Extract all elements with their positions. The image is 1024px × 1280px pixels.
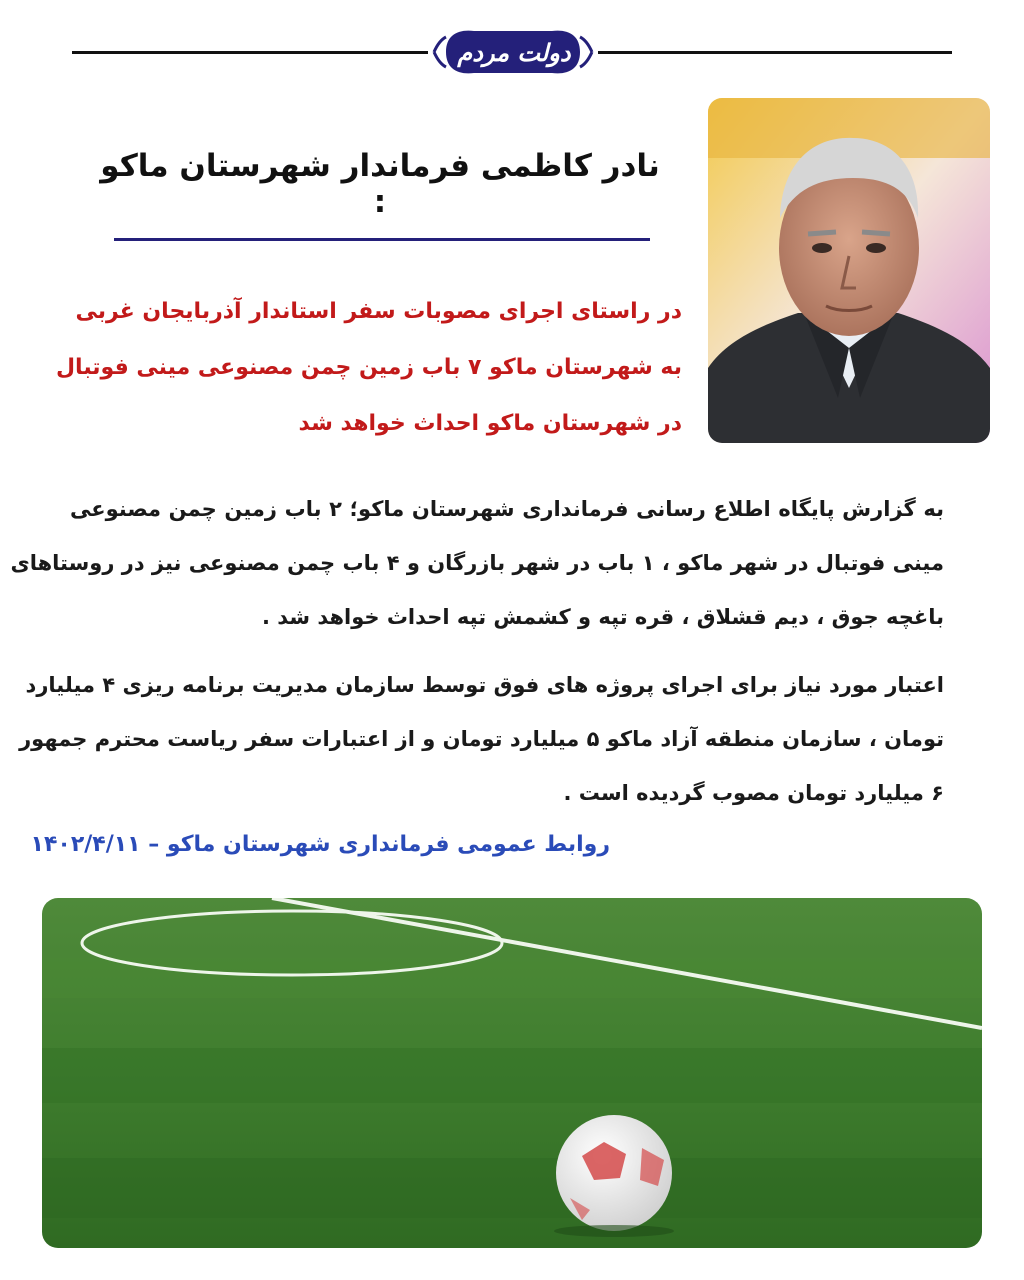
governor-portrait bbox=[708, 98, 990, 443]
body-line: به گزارش پایگاه اطلاع رسانی فرمانداری شهرستان ماکو؛ ۲ باب زمین چمن مصنوعی bbox=[70, 497, 944, 521]
lead-paragraph bbox=[55, 284, 682, 452]
headline-divider bbox=[114, 238, 650, 241]
lead-line: در راستای اجرای مصوبات سفر استاندار آذربایجان غربی bbox=[75, 299, 682, 324]
football-field-photo bbox=[42, 898, 982, 1248]
body-line: باغچه جوق ، دیم قشلاق ، قره تپه و کشمش تپه احداث خواهد شد . bbox=[261, 605, 944, 629]
signature-line: روابط عمومی فرمانداری شهرستان ماکو – ۱۴۰۲/۴/۱۱ bbox=[30, 832, 610, 857]
body-line: ۶ میلیارد تومان مصوب گردیده است . bbox=[563, 781, 944, 805]
body-line: مینی فوتبال در شهر ماکو ، ۱ باب در شهر بازرگان و ۴ باب چمن مصنوعی نیز در روستاهای bbox=[10, 551, 944, 575]
headline: نادر کاظمی فرماندار شهرستان ماکو : bbox=[100, 148, 660, 220]
body-paragraph-1 bbox=[10, 482, 944, 644]
lead-line: در شهرستان ماکو احداث خواهد شد bbox=[298, 411, 682, 436]
lead-line: به شهرستان ماکو ۷ باب زمین چمن مصنوعی مینی فوتبال bbox=[55, 355, 682, 380]
body-paragraph-2 bbox=[19, 658, 944, 820]
brand-logo-text: دولت مردم bbox=[457, 37, 571, 67]
body-line: اعتبار مورد نیاز برای اجرای پروژه های فوق توسط سازمان مدیریت برنامه ریزی ۴ میلیارد bbox=[25, 673, 944, 697]
body-line: تومان ، سازمان منطقه آزاد ماکو ۵ میلیارد تومان و از اعتبارات سفر ریاست محترم جمهور bbox=[19, 727, 944, 751]
